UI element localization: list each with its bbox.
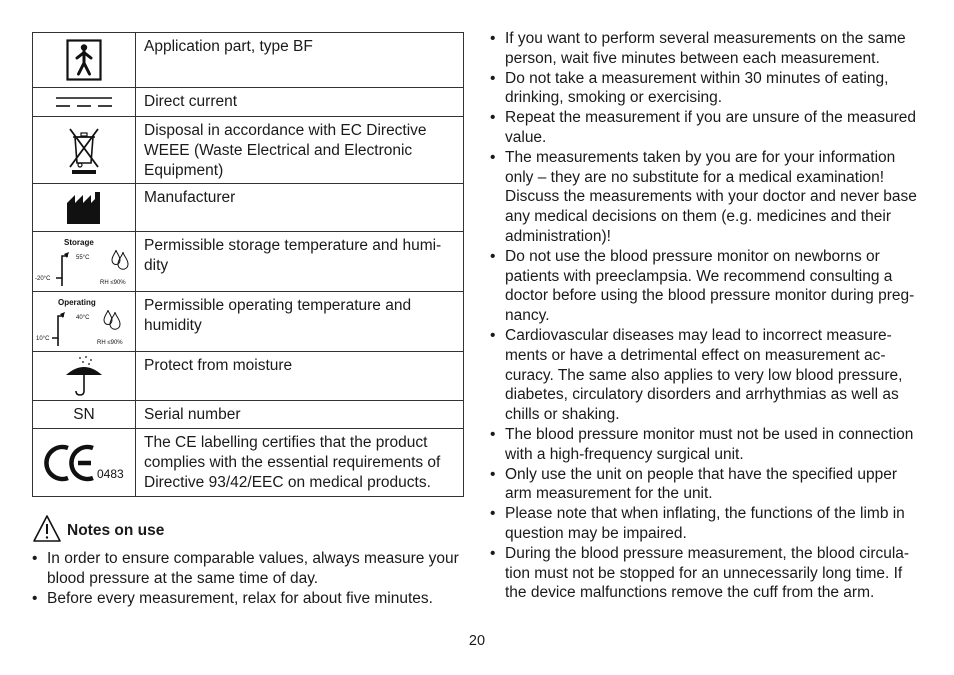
operating-label: Operating [58,297,96,307]
list-item: • Only use the unit on people that have the specified upper arm measurement for the unit. [490,465,920,505]
symbol-row-weee [33,117,464,184]
symbol-row-storage [33,232,464,292]
bf-applied-part-icon [66,39,102,81]
symbol-row-serial [33,401,464,429]
storage-rh: RH ≤90% [100,279,126,286]
list-item: • During the blood pressure measurement, the blood circula-tion must not be stopped for an unnecessarily long time. If the device malfunctions remove the cuff from the arm. [490,544,920,603]
storage-temp-low: -20°C [35,275,51,282]
warning-triangle-icon [32,514,62,544]
symbol-row-moisture [33,352,464,401]
direct-current-icon [54,94,114,110]
notes-heading [32,514,332,546]
list-item: • If you want to perform several measurements on the same person, wait five minutes between each measurement. [490,29,920,69]
symbol-row-ce [33,429,464,497]
umbrella-icon [64,355,104,397]
ce-mark-icon [41,443,127,483]
storage-temp-humidity-icon [34,234,134,290]
symbol-row-dc [33,88,464,117]
symbol-row-operating [33,292,464,352]
symbol-desc: Protect from moisture [136,352,464,401]
page-number: 20 [468,633,486,649]
symbol-desc: Direct current [136,88,464,117]
notified-body-code: 0483 [97,466,124,481]
operating-temp-humidity-icon [34,294,134,350]
list-item: • Repeat the measurement if you are unsure of the measured value. [490,108,920,148]
manufacturer-icon [65,191,103,225]
list-item: • Please note that when inflating, the functions of the limb in question may be impaired. [490,504,920,544]
storage-label: Storage [64,237,94,247]
symbol-desc: Permissible storage temperature and humi-dity [136,232,464,292]
symbol-desc: Application part, type BF [136,33,464,88]
symbol-table [32,32,464,497]
notes-title: Notes on use [67,522,165,539]
list-item: • The blood pressure monitor must not be used in connection with a high-frequency surgical unit. [490,425,920,465]
weee-disposal-icon [66,125,102,175]
notes-list-left [32,549,462,608]
list-item: • Do not use the blood pressure monitor on newborns or patients with preeclampsia. We recommend consulting a doctor before using the blood pressure monitor during preg-nancy. [490,247,920,326]
symbol-desc: Serial number [136,401,464,429]
list-item: • Cardiovascular diseases may lead to incorrect measure-ments or have a detrimental effect on measurement ac-curacy. The same also applies to very low blood pressure, diabetes, circulatory disorders and arrhythmias as well as chills or shaking. [490,326,920,425]
list-item: • In order to ensure comparable values, always measure your blood pressure at the same time of day. [32,549,462,589]
symbol-row-bf [33,33,464,88]
serial-number-symbol: SN [73,405,95,423]
list-item: • Before every measurement, relax for about five minutes. [32,589,462,609]
storage-temp-high: 55°C [76,254,90,261]
list-item: • The measurements taken by you are for your information only – they are no substitute for a medical examination! Discuss the measurements with your doctor and never base any medical decisions on them (e.g. medicines and their administration)! [490,148,920,247]
operating-temp-high: 40°C [76,314,90,321]
list-item: • Do not take a measurement within 30 minutes of eating, drinking, smoking or exercising. [490,69,920,109]
symbol-desc: Permissible operating temperature and humidity [136,292,464,352]
notes-list-right [490,29,920,603]
symbol-desc: Disposal in accordance with EC Directive WEEE (Waste Electrical and Electronic Equipment) [136,117,464,184]
operating-rh: RH ≤90% [97,339,123,346]
operating-temp-low: 10°C [36,335,50,342]
symbol-desc: Manufacturer [136,184,464,232]
symbol-row-manufacturer [33,184,464,232]
symbol-desc: The CE labelling certifies that the product complies with the essential requirements of Directive 93/42/EEC on medical products. [136,429,464,497]
